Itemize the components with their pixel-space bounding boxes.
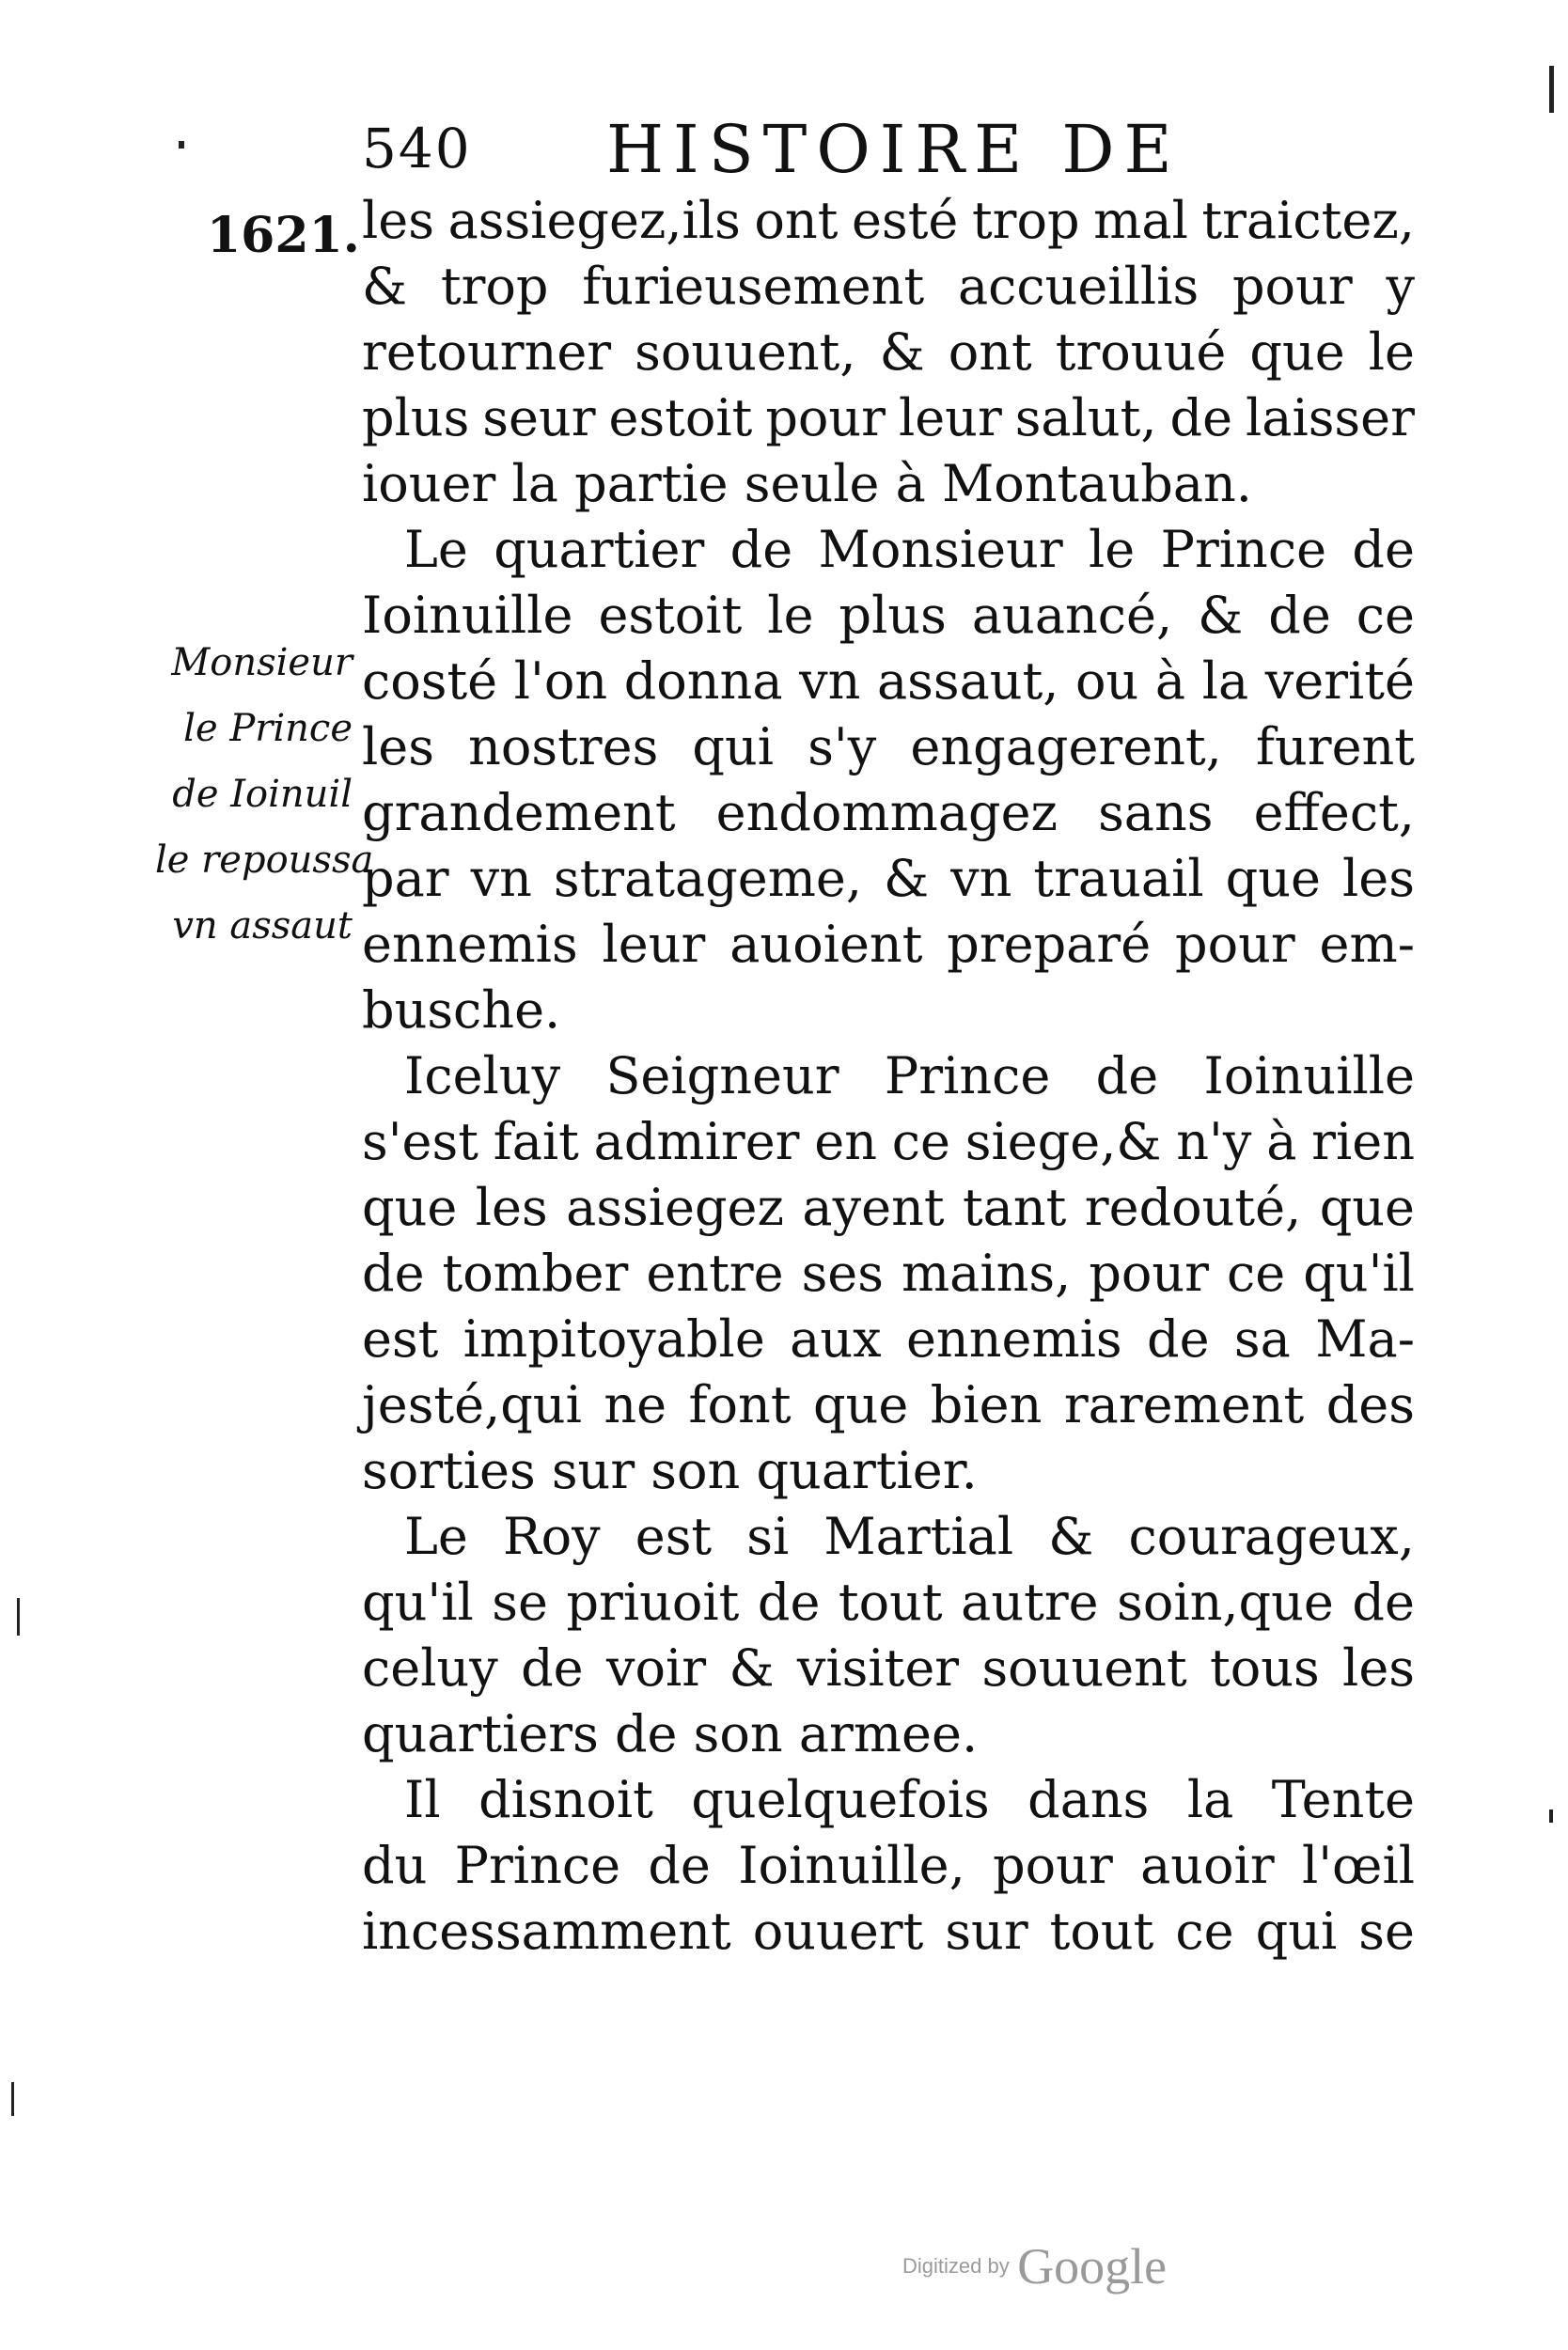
word: estoit (598, 586, 743, 645)
word: & (729, 1638, 775, 1698)
word: bien (930, 1375, 1043, 1434)
word: Ioinuille (362, 586, 573, 645)
word: pour (765, 388, 886, 447)
scan-speck (1549, 1810, 1553, 1823)
text-line (362, 1043, 1415, 1109)
word: trauail (1033, 849, 1204, 908)
word: ce (891, 1112, 950, 1171)
text-line (362, 1570, 1415, 1636)
text-line (362, 1899, 1415, 1965)
word: ce (1175, 1902, 1234, 1961)
word: tout (1049, 1902, 1154, 1961)
word: celuy (362, 1638, 498, 1698)
word: Prince (884, 1046, 1051, 1105)
word: que (1319, 1178, 1415, 1237)
word: donna (623, 651, 783, 711)
word: voir (605, 1638, 707, 1698)
margin-note (155, 630, 374, 959)
text-line (362, 320, 1415, 385)
running-title: HISTOIRE DE (606, 111, 1182, 188)
word: rarement (1063, 1375, 1305, 1434)
word: & (1048, 1507, 1094, 1566)
text-line (362, 1504, 1415, 1570)
word: ennemis (362, 915, 578, 974)
word: leur (898, 388, 1002, 447)
scan-speck (1549, 66, 1554, 113)
word: tous (1210, 1638, 1320, 1698)
word: de (521, 1638, 584, 1698)
word: de (1095, 1046, 1159, 1105)
word: ne (604, 1375, 667, 1434)
word: ont (754, 191, 839, 250)
word: ayent (802, 1178, 945, 1237)
word: auoient (729, 915, 923, 974)
word: grandement (362, 783, 676, 842)
word: & (884, 849, 930, 908)
google-logo: Google (1017, 2238, 1168, 2295)
word: les (1342, 1638, 1415, 1698)
margin-note-line: de Ioinuil (172, 773, 353, 816)
word: vn (799, 651, 861, 711)
word: de (362, 1244, 425, 1303)
word: de (1169, 388, 1233, 447)
margin-note-line: le Prince (183, 707, 353, 750)
text-line (362, 517, 1415, 583)
word: le (1089, 520, 1136, 579)
word: trouué (1055, 322, 1227, 382)
word: ou (1075, 651, 1139, 711)
word: Monsieur (818, 520, 1063, 579)
word: seur (482, 388, 596, 447)
word: & (879, 322, 925, 382)
digitized-watermark (902, 2237, 1167, 2295)
word: que (1225, 849, 1321, 908)
word: visiter (796, 1638, 960, 1698)
word: fait (493, 1112, 579, 1171)
word: redouté, (1084, 1178, 1302, 1237)
word: de (648, 1836, 711, 1895)
word: pour (993, 1836, 1113, 1895)
word: siege,& (964, 1112, 1162, 1171)
text-line: sorties sur son quartier. (362, 1441, 978, 1500)
word: les (362, 717, 434, 776)
watermark-prefix: Digitized by (902, 2254, 1010, 2278)
word: Iceluy (404, 1046, 561, 1105)
word: courageux, (1128, 1507, 1415, 1566)
word: furent (1255, 717, 1415, 776)
word: de (1147, 1309, 1210, 1369)
word: les (362, 191, 434, 250)
scan-speck (179, 141, 184, 149)
page-header (362, 111, 1434, 186)
word: & (362, 257, 408, 316)
scan-speck (11, 2082, 14, 2116)
word: estoit (608, 388, 753, 447)
word: qu'il (362, 1573, 474, 1632)
word: le (767, 586, 814, 645)
word: ennemis (905, 1309, 1122, 1369)
word: pour (1175, 915, 1295, 974)
word: plus (362, 388, 470, 447)
word: Le (404, 520, 468, 579)
word: effect, (1253, 783, 1415, 842)
word: de (729, 520, 793, 579)
word: l'œil (1301, 1836, 1415, 1895)
word: s'y (808, 717, 877, 776)
text-line (362, 1307, 1415, 1372)
word: Il (404, 1770, 441, 1829)
word: aux (790, 1309, 882, 1369)
word: la (1201, 651, 1249, 711)
word: ont (948, 322, 1032, 382)
word: laisser (1245, 388, 1415, 447)
word: tomber (442, 1244, 629, 1303)
text-line (362, 1109, 1415, 1175)
word: que (1249, 322, 1345, 382)
margin-year: 1621. (207, 207, 360, 264)
margin-note-line: le repoussa (155, 838, 374, 882)
word: autre (961, 1573, 1099, 1632)
word: de (1352, 1573, 1415, 1632)
word: Martial (823, 1507, 1014, 1566)
word: trop (971, 191, 1080, 250)
word: Le (404, 1507, 468, 1566)
text-line: quartiers de son armee. (362, 1704, 979, 1763)
text-line (362, 583, 1415, 649)
word: à (1266, 1112, 1297, 1171)
word: traictez, (1201, 191, 1415, 250)
word: verité (1264, 651, 1415, 711)
word: engagerent, (910, 717, 1222, 776)
word: les (1341, 849, 1415, 908)
word: Ioinuille (1203, 1046, 1415, 1105)
word: jesté,qui (362, 1375, 582, 1434)
text-line: busche. (362, 980, 561, 1040)
text-line (362, 1833, 1415, 1899)
word: nostres (468, 717, 659, 776)
word: accueillis (957, 257, 1200, 316)
word: Seigneur (605, 1046, 839, 1105)
word: Roy (502, 1507, 601, 1566)
word: du (362, 1836, 428, 1895)
word: mains, (901, 1244, 1072, 1303)
word: vn (950, 849, 1012, 908)
word: pour (1231, 257, 1353, 316)
text-line (362, 714, 1415, 780)
word: se (1358, 1902, 1415, 1961)
word: est (635, 1507, 713, 1566)
word: & (1198, 586, 1244, 645)
word: impitoyable (463, 1309, 765, 1369)
word: leur (602, 915, 706, 974)
margin-note-line: Monsieur (171, 641, 353, 684)
word: sur (945, 1902, 1028, 1961)
body-text (362, 188, 1415, 1965)
word: Tente (1271, 1770, 1415, 1829)
text-line (362, 1241, 1415, 1307)
word: auancé, (971, 586, 1173, 645)
word: pour (1089, 1244, 1209, 1303)
text-line (362, 188, 1415, 254)
word: l'on (513, 651, 608, 711)
word: plus (839, 586, 947, 645)
word: ce (1227, 1244, 1286, 1303)
word: n'y (1176, 1112, 1252, 1171)
word: la (1186, 1770, 1234, 1829)
text-line (362, 1767, 1415, 1833)
word: ses (801, 1244, 884, 1303)
word: admirer (593, 1112, 800, 1171)
word: y (1386, 257, 1415, 316)
word: que (813, 1375, 909, 1434)
word: assaut, (876, 651, 1059, 711)
word: font (688, 1375, 792, 1434)
word: salut, (1014, 388, 1157, 447)
text-line (362, 385, 1415, 451)
page-number: 540 (362, 117, 472, 180)
word: furieusement (582, 257, 925, 316)
word: Prince (1160, 520, 1327, 579)
word: assiegez,ils (447, 191, 741, 250)
margin-note-line: vn assaut (172, 904, 353, 948)
text-line (362, 912, 1415, 978)
text-line (362, 1372, 1415, 1438)
word: ouuert (752, 1902, 924, 1961)
word: le (1368, 322, 1415, 382)
text-line (362, 254, 1415, 320)
word: rien (1311, 1112, 1415, 1171)
word: priuoit (566, 1573, 740, 1632)
word: assiegez (566, 1178, 784, 1237)
word: preparé (947, 915, 1152, 974)
word: souuent, (635, 322, 856, 382)
scan-speck (17, 1598, 20, 1636)
word: souuent (981, 1638, 1187, 1698)
word: à (1154, 651, 1186, 711)
word: vn (470, 849, 532, 908)
word: retourner (362, 322, 612, 382)
word: ce (1356, 586, 1415, 645)
word: s'est (362, 1112, 478, 1171)
word: qui (692, 717, 775, 776)
word: que (362, 1178, 458, 1237)
word: tant (962, 1178, 1067, 1237)
word: costé (362, 651, 498, 711)
word: incessamment (362, 1902, 731, 1961)
text-line (362, 1636, 1415, 1701)
word: tout (838, 1573, 943, 1632)
word: est (362, 1309, 439, 1369)
word: sa (1233, 1309, 1291, 1369)
word: les (475, 1178, 548, 1237)
word: de (757, 1573, 821, 1632)
word: quelquefois (691, 1770, 990, 1829)
word: stratageme, (553, 849, 863, 908)
word: de (1268, 586, 1331, 645)
word: soin,que (1117, 1573, 1334, 1632)
word: si (746, 1507, 790, 1566)
word: entre (646, 1244, 784, 1303)
word: em- (1319, 915, 1415, 974)
word: dans (1027, 1770, 1150, 1829)
text-line: iouer la partie seule à Montauban. (362, 454, 1252, 513)
word: de (1352, 520, 1415, 579)
text-line (362, 649, 1415, 714)
word: mal (1093, 191, 1188, 250)
text-line (362, 846, 1415, 912)
word: des (1325, 1375, 1415, 1434)
word: se (492, 1573, 548, 1632)
word: qu'il (1303, 1244, 1415, 1303)
word: sans (1098, 783, 1214, 842)
word: Prince (454, 1836, 621, 1895)
word: esté (852, 191, 959, 250)
word: en (814, 1112, 878, 1171)
word: Ioinuille, (738, 1836, 965, 1895)
word: qui (1255, 1902, 1338, 1961)
word: auoir (1140, 1836, 1275, 1895)
text-line (362, 1175, 1415, 1241)
word: trop (440, 257, 549, 316)
text-line (362, 780, 1415, 846)
word: disnoit (478, 1770, 653, 1829)
word: par (362, 849, 449, 908)
word: quartier (494, 520, 705, 579)
word: Ma- (1315, 1309, 1415, 1369)
word: endommagez (715, 783, 1058, 842)
